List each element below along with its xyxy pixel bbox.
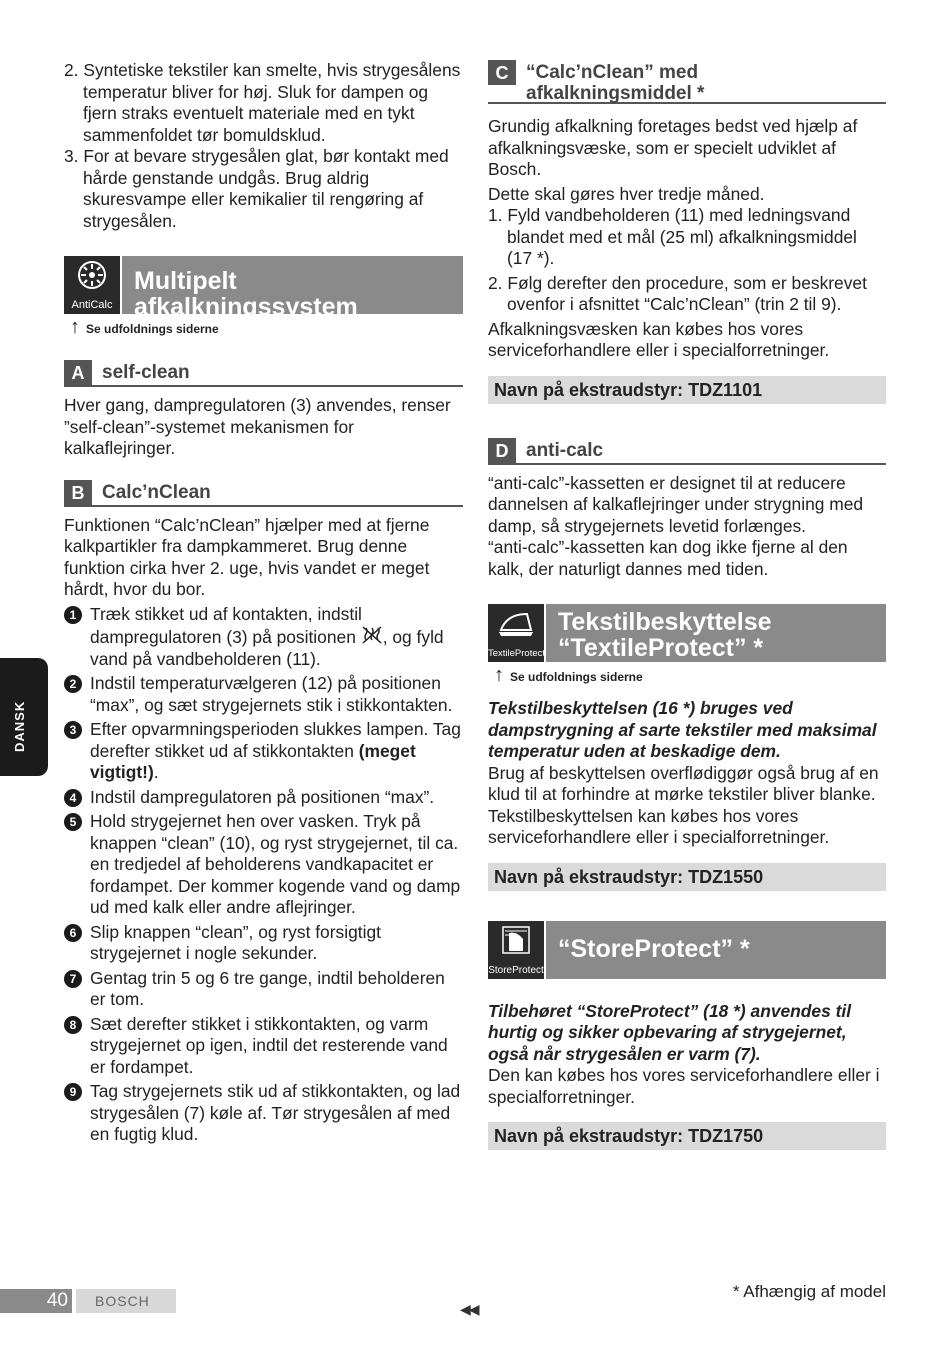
textile-text2: Tekstilbeskyttelsen kan købes hos vores serviceforhandlere eller i specialforretninger. xyxy=(488,805,830,847)
storeprotect-title: “StoreProtect” * xyxy=(558,934,750,963)
section-letter: A xyxy=(64,360,92,385)
textileprotect-title-bar xyxy=(546,604,886,662)
footnote: * Afhængig af model xyxy=(732,1282,886,1301)
section-d-text2: “anti-calc”-kassetten kan dog ikke fjerne al den kalk, der naturligt dannes med tiden. xyxy=(488,537,848,579)
section-title: self-clean xyxy=(102,362,190,383)
section-letter: D xyxy=(488,438,516,463)
textileprotect-title-line1: Tekstilbeskyttelse xyxy=(558,608,772,636)
section-c-header xyxy=(488,60,886,104)
anticalc-icon-box xyxy=(64,256,120,314)
language-tab xyxy=(0,658,48,776)
accessory-name-box: Navn på ekstraudstyr: TDZ1550 xyxy=(488,863,886,891)
list-item: 2. Syntetiske tekstiler kan smelte, hvis strygesålens temperatur bliver for høj. Sluk for dampen og fjern straks eventuelt materiale med en tykt sammenfoldet tør bomuldsklud. xyxy=(64,60,461,145)
section-a-header xyxy=(64,360,463,387)
list-item: 2. Følg derefter den procedure, som er beskrevet ovenfor i afsnittet “Calc’nClean” (trin 2 til 9). xyxy=(488,272,867,314)
list-item: 5 Hold strygejernet hen over vasken. Tryk på knappen “clean” (10), og ryst strygejernet, til ca. en tredjedel af beholderens vandkapacitet er fordampet. Der kommer kogende vand og damp ud med kalk eller andre aflejringer. xyxy=(64,811,463,919)
anticalc-banner xyxy=(64,256,463,321)
right-column xyxy=(488,60,886,1150)
page-footer xyxy=(0,1282,950,1319)
section-a-text: Hver gang, dampregulatoren (3) anvendes, renser ”self-clean”-systemet mekanismen for kalkaflejringer. xyxy=(64,395,451,458)
arrow-up-icon: ↑ xyxy=(70,316,80,338)
textileprotect-icon-label: TextileProtect xyxy=(488,648,546,659)
textile-lead: Tekstilbeskyttelsen (16 *) bruges ved dampstrygning af sarte tekstiler med maksimal temperatur uden at beskadige dem. xyxy=(488,698,877,761)
anticalc-title-bar xyxy=(122,256,463,321)
iron-storage-icon xyxy=(497,925,535,955)
intro-list xyxy=(64,60,463,232)
left-column xyxy=(64,60,463,1149)
back-arrows-icon[interactable]: ◀◀ xyxy=(460,1301,478,1317)
anticalc-icon-label: AntiCalc xyxy=(71,299,113,311)
store-lead: Tilbehøret “StoreProtect” (18 *) anvendes til hurtig og sikker opbevaring af strygejernet, også når strygesålen er varm (7). xyxy=(488,1000,852,1064)
storeprotect-banner xyxy=(488,921,886,979)
section-title: anti-calc xyxy=(526,439,604,461)
list-item: 8 Sæt derefter stikket i stikkontakten, og varm strygejernet op igen, indtil det resterende vand er fordampet. xyxy=(64,1014,463,1079)
section-b-header xyxy=(64,480,463,507)
textileprotect-banner xyxy=(488,604,886,662)
section-title: “Calc’nClean” med afkalkningsmiddel * xyxy=(526,62,705,104)
accessory-name-box: Navn på ekstraudstyr: TDZ1750 xyxy=(488,1122,886,1150)
textileprotect-title-line2: “TextileProtect” * xyxy=(558,634,764,662)
textileprotect-icon-box xyxy=(488,604,544,662)
section-c-text1: Grundig afkalkning foretages bedst ved hjælp af afkalkningsvæske, som er specielt udviklet af Bosch. xyxy=(488,116,858,179)
list-item: 2 Indstil temperaturvælgeren (12) på positionen “max”, og sæt strygejernets stik i stikkontakten. xyxy=(64,673,463,716)
section-c-text3: Afkalkningsvæsken kan købes hos vores serviceforhandlere eller i specialforretninger. xyxy=(488,318,830,360)
brand-label: BOSCH xyxy=(76,1289,176,1313)
section-letter: B xyxy=(64,480,92,505)
list-item: 6 Slip knappen “clean”, og ryst forsigtigt strygejernet i nogle sekunder. xyxy=(64,922,463,965)
foldout-note: ↑ Se udfoldnings siderne xyxy=(70,316,219,338)
list-item: 7 Gentag trin 5 og 6 tre gange, indtil beholderen er tom. xyxy=(64,968,463,1011)
storeprotect-icon-box xyxy=(488,921,544,979)
section-letter: C xyxy=(488,60,516,85)
section-d-text1: “anti-calc”-kassetten er designet til at reducere dannelsen af kalkaflejringer under strygning med damp, så strygejernets levetid forlænges. xyxy=(488,472,864,536)
arrow-up-icon: ↑ xyxy=(494,664,504,686)
list-item: 1 Træk stikket ud af kontakten, indstil dampregulatoren (3) på positionen , og fyld vand på vandbeholderen (11). xyxy=(64,604,463,671)
storeprotect-title-bar xyxy=(546,921,886,979)
storeprotect-icon-label: StoreProtect xyxy=(488,964,544,976)
section-c-steps xyxy=(488,205,886,316)
anticalc-icon xyxy=(73,260,111,290)
store-text1: Den kan købes hos vores serviceforhandlere eller i specialforretninger. xyxy=(488,1065,880,1107)
list-item: 3. For at bevare strygesålen glat, bør kontakt med hårde genstande undgås. Brug aldrig skuresvampe eller kemikalier til rengøring af strygesålen. xyxy=(64,146,449,231)
iron-protector-icon xyxy=(497,608,535,638)
accessory-name-box: Navn på ekstraudstyr: TDZ1101 xyxy=(488,376,886,404)
section-c-text2: Dette skal gøres hver tredje måned. xyxy=(488,183,765,204)
section-b-text: Funktionen “Calc’nClean” hjælper med at fjerne kalkpartikler fra dampkammeret. Brug denne funktion cirka hver 2. uge, hvis vandet er meget hårdt, hvor du bor. xyxy=(64,514,430,599)
section-title: Calc’nClean xyxy=(102,481,211,503)
foldout-note: ↑ Se udfoldnings siderne xyxy=(494,664,643,686)
textile-text1: Brug af beskyttelsen overflødiggør også brug af en klud til at forhindre at mørke tekstiler bliver blanke. xyxy=(488,762,879,804)
calcnclean-steps xyxy=(64,604,463,1146)
list-item: 4 Indstil dampregulatoren på positionen “max”. xyxy=(64,787,463,809)
page-number: 40 xyxy=(0,1289,72,1313)
list-item: 3 Efter opvarmningsperioden slukkes lampen. Tag derefter stikket ud af stikkontakten (meget vigtigt!). xyxy=(64,719,463,784)
list-item: 1. Fyld vandbeholderen (11) med ledningsvand blandet med et mål (25 ml) afkalkningsmiddel (17 *). xyxy=(488,205,857,268)
language-tab-label: DANSK xyxy=(12,700,27,752)
section-d-header xyxy=(488,438,886,465)
steam-off-icon xyxy=(361,625,383,645)
list-item: 9 Tag strygejernets stik ud af stikkontakten, og lad strygesålen (7) køle af. Tør strygesålen af med en fugtig klud. xyxy=(64,1081,463,1146)
anticalc-title: Multipelt afkalkningssystem xyxy=(134,267,358,321)
